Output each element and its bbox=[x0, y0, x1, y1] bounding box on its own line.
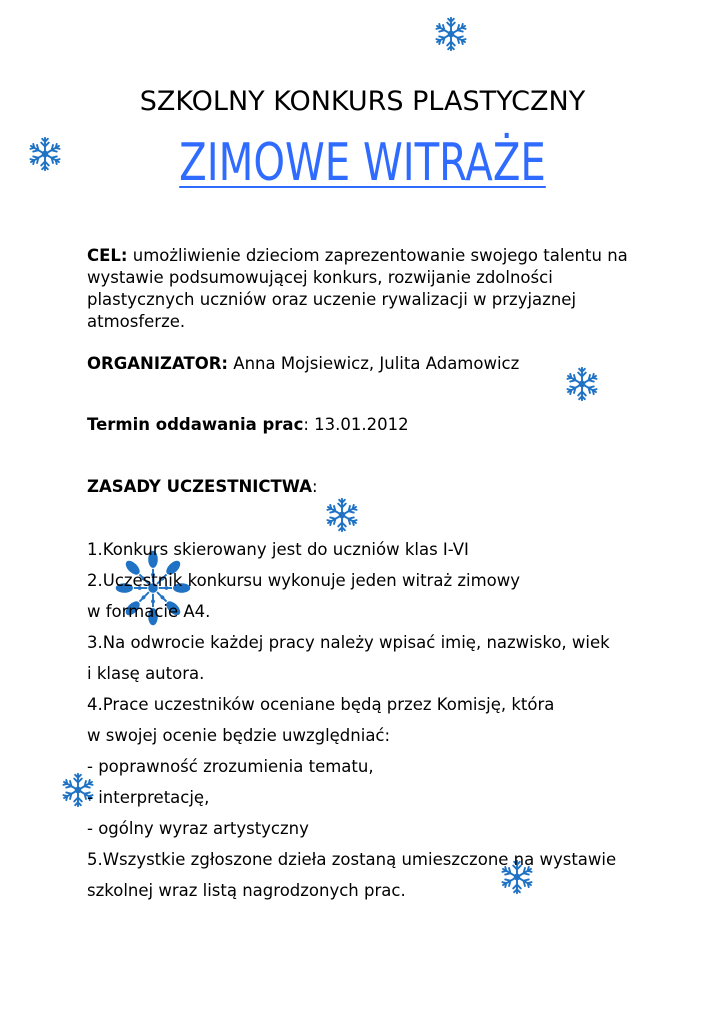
rule-line: 3.Na odwrocie każdej pracy należy wpisać imię, nazwisko, wiek bbox=[87, 633, 610, 652]
rule-line: szkolnej wraz listą nagrodzonych prac. bbox=[87, 881, 406, 900]
rules-heading-suffix: : bbox=[312, 477, 318, 496]
rules-heading-label: ZASADY UCZESTNICTWA bbox=[87, 477, 312, 496]
rule-line: - poprawność zrozumienia tematu, bbox=[87, 757, 374, 776]
rule-line: i klasę autora. bbox=[87, 664, 205, 683]
contest-title: ZIMOWE WITRAŻE bbox=[179, 133, 546, 193]
rule-line: 2.Uczestnik konkursu wykonuje jeden witraż zimowy bbox=[87, 571, 521, 590]
rule-line: 1.Konkurs skierowany jest do uczniów klas I-VI bbox=[87, 540, 469, 559]
goal-paragraph bbox=[87, 245, 647, 333]
snowflake-icon bbox=[432, 14, 470, 54]
goal-label: CEL: bbox=[87, 246, 128, 265]
deadline-label: Termin oddawania prac bbox=[87, 415, 304, 434]
organizer-label: ORGANIZATOR: bbox=[87, 354, 229, 373]
rule-line: - ogólny wyraz artystyczny bbox=[87, 819, 309, 838]
organizer-line bbox=[87, 353, 647, 375]
rule-line: - interpretację, bbox=[87, 788, 210, 807]
deadline-line bbox=[87, 414, 647, 436]
contest-subtitle: SZKOLNY KONKURS PLASTYCZNY bbox=[139, 86, 586, 117]
snowflake-icon bbox=[323, 495, 361, 535]
rule-line: w formacie A4. bbox=[87, 602, 211, 621]
deadline-value: : 13.01.2012 bbox=[303, 415, 409, 434]
rule-line: 4.Prace uczestników oceniane będą przez Komisję, która bbox=[87, 695, 555, 714]
organizer-value: Anna Mojsiewicz, Julita Adamowicz bbox=[233, 354, 520, 373]
rule-line: w swojej ocenie będzie uwzględniać: bbox=[87, 726, 391, 745]
rules-heading bbox=[87, 476, 647, 498]
rules-list bbox=[87, 534, 667, 906]
goal-text: umożliwienie dzieciom zaprezentowanie swojego talentu na wystawie podsumowującej konkurs, rozwijanie zdolności plastycznych uczniów oraz uczenie rywalizacji w przyjaznej atmosferze. bbox=[87, 246, 628, 331]
rule-line: 5.Wszystkie zgłoszone dzieła zostaną umieszczone na wystawie bbox=[87, 850, 617, 869]
